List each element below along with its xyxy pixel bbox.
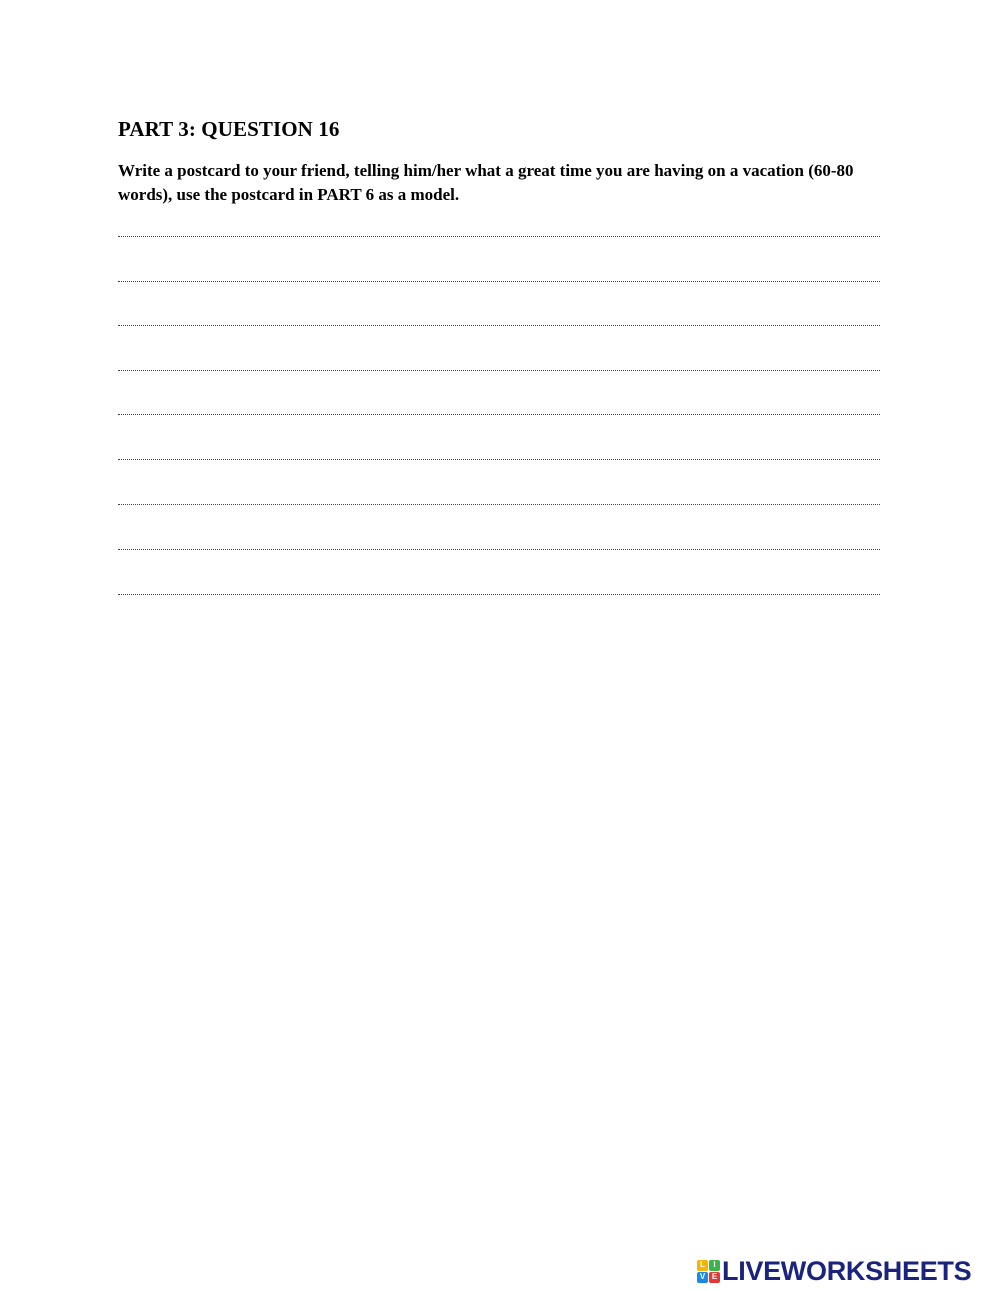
logo-tile-l: L <box>697 1260 708 1271</box>
question-instructions: Write a postcard to your friend, telling him/her what a great time you are having on a vacation (60-80 words), use the postcard in PART 6 as a model. <box>118 161 854 204</box>
answer-line[interactable] <box>118 236 880 237</box>
answer-line[interactable] <box>118 459 880 460</box>
answer-line[interactable] <box>118 504 880 505</box>
answer-line[interactable] <box>118 325 880 326</box>
live-tiles-logo-icon <box>697 1260 720 1283</box>
answer-line[interactable] <box>118 549 880 550</box>
answer-line[interactable] <box>118 281 880 282</box>
logo-tile-i: I <box>709 1260 720 1271</box>
logo-tile-v: V <box>697 1272 708 1283</box>
answer-line[interactable] <box>118 414 880 415</box>
question-heading: PART 3: QUESTION 16 <box>118 117 340 141</box>
brand-name: LIVEWORKSHEETS <box>722 1255 972 1286</box>
liveworksheets-logo <box>697 1257 971 1285</box>
answer-line[interactable] <box>118 594 880 595</box>
answer-line[interactable] <box>118 370 880 371</box>
logo-tile-e: E <box>709 1272 720 1283</box>
